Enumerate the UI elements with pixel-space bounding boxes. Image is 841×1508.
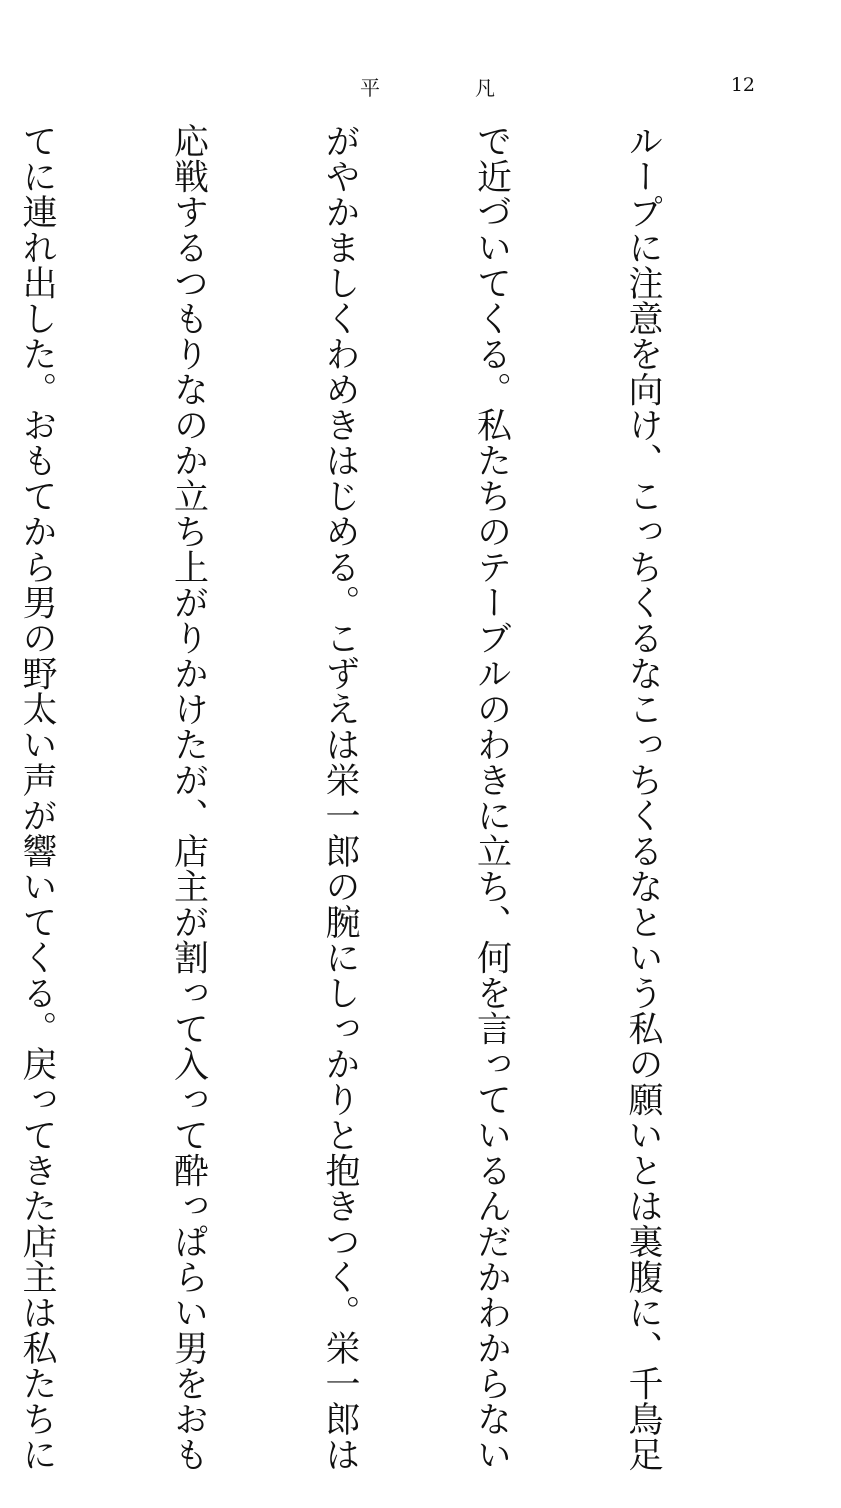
text-line: てに連れ出した。おもてから男の野太い声が響いてくる。戻ってきた店主は私たちに xyxy=(17,123,57,1472)
paragraph-1 xyxy=(0,123,769,1472)
body-text xyxy=(17,123,769,1472)
text-line: がやかましくわめきはじめる。こずえは栄一郎の腕にしっかりと抱きつく。栄一郎は xyxy=(320,123,360,1472)
running-title xyxy=(0,72,841,102)
text-line: ループに注意を向け、こっちくるなこっちくるなという私の願いとは裏腹に、千鳥足 xyxy=(623,123,663,1472)
page-number: 12 xyxy=(730,74,755,96)
text-line: で近づいてくる。私たちのテーブルのわきに立ち、何を言っているんだかわからない xyxy=(471,123,512,1472)
running-title-char-1: 平 xyxy=(360,76,380,100)
running-title-char-2: 凡 xyxy=(475,76,495,100)
text-line: 応戦するつもりなのか立ち上がりかけたが、店主が割って入って酔っぱらい男をおも xyxy=(168,123,209,1472)
